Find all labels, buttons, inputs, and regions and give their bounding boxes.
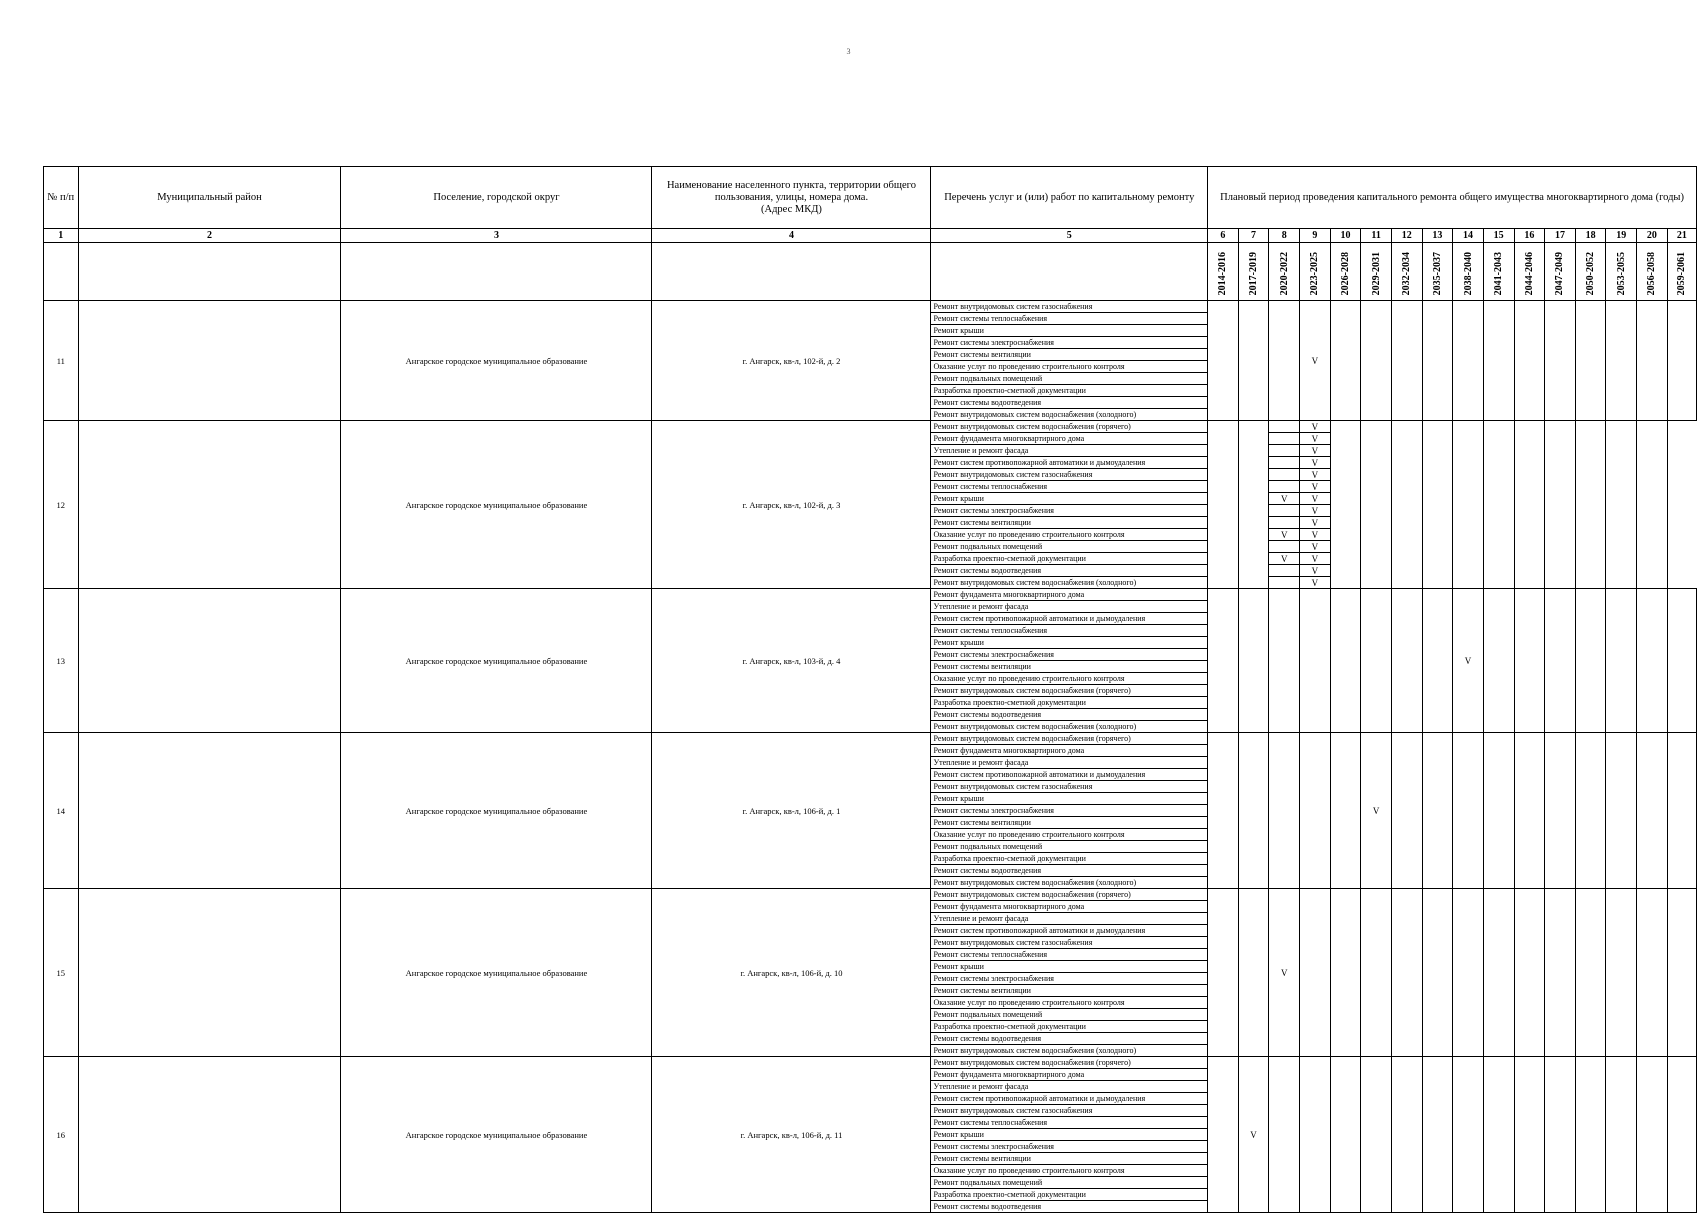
period-mark: V <box>1300 445 1331 457</box>
period-label: 2023-2025 <box>1309 251 1321 295</box>
work-item: Ремонт системы водоотведения <box>931 565 1208 577</box>
period-label: 2050-2052 <box>1585 251 1597 295</box>
work-item: Ремонт внутридомовых систем водоснабжения (холодного) <box>931 409 1208 421</box>
work-item: Ремонт системы водоотведения <box>931 865 1208 877</box>
work-item: Ремонт системы водоотведения <box>931 1033 1208 1045</box>
work-item: Ремонт крыши <box>931 493 1208 505</box>
work-item: Ремонт внутридомовых систем водоснабжения (холодного) <box>931 877 1208 889</box>
work-row <box>44 733 1697 745</box>
work-item: Ремонт системы электроснабжения <box>931 1141 1208 1153</box>
work-item: Ремонт внутридомовых систем газоснабжения <box>931 781 1208 793</box>
period-mark <box>1269 469 1300 481</box>
periods-row <box>44 243 1697 301</box>
work-item: Оказание услуг по проведению строительного контроля <box>931 529 1208 541</box>
period-mark <box>1269 565 1300 577</box>
period-mark: V <box>1300 457 1331 469</box>
work-item: Ремонт систем противопожарной автоматики и дымоудаления <box>931 769 1208 781</box>
period-label: 2032-2034 <box>1401 251 1413 295</box>
column-number: 6 <box>1208 229 1239 243</box>
work-item: Ремонт фундамента многоквартирного дома <box>931 745 1208 757</box>
work-item: Ремонт системы вентиляции <box>931 517 1208 529</box>
work-item: Ремонт подвальных помещений <box>931 1009 1208 1021</box>
period-mark: V <box>1238 1057 1269 1213</box>
column-number: 10 <box>1330 229 1361 243</box>
work-row <box>44 1057 1697 1069</box>
header-settlement: Поселение, городской округ <box>341 167 652 229</box>
district-cell <box>78 421 341 589</box>
work-item: Утепление и ремонт фасада <box>931 445 1208 457</box>
work-item: Ремонт системы водоотведения <box>931 1201 1208 1213</box>
work-item: Утепление и ремонт фасада <box>931 913 1208 925</box>
work-item: Ремонт системы водоотведения <box>931 709 1208 721</box>
work-item: Ремонт внутридомовых систем водоснабжения (горячего) <box>931 1057 1208 1069</box>
period-mark: V <box>1300 541 1331 553</box>
work-item: Разработка проектно-сметной документации <box>931 1189 1208 1201</box>
period-mark: V <box>1300 469 1331 481</box>
work-item: Ремонт внутридомовых систем водоснабжения (холодного) <box>931 1045 1208 1057</box>
work-item: Ремонт внутридомовых систем водоснабжения (горячего) <box>931 685 1208 697</box>
work-item: Ремонт систем противопожарной автоматики и дымоудаления <box>931 1093 1208 1105</box>
period-mark: V <box>1300 505 1331 517</box>
work-row <box>44 301 1697 313</box>
address-cell: г. Ангарск, кв-л, 103-й, д. 4 <box>652 589 931 733</box>
period-mark <box>1269 517 1300 529</box>
work-item: Ремонт фундамента многоквартирного дома <box>931 1069 1208 1081</box>
period-mark <box>1269 445 1300 457</box>
work-item: Ремонт внутридомовых систем газоснабжения <box>931 1105 1208 1117</box>
work-item: Ремонт внутридомовых систем водоснабжения (холодного) <box>931 721 1208 733</box>
work-item: Оказание услуг по проведению строительного контроля <box>931 829 1208 841</box>
header-period: Плановый период проведения капитального ремонта общего имущества многоквартирного дома (годы) <box>1208 167 1697 229</box>
work-item: Ремонт системы теплоснабжения <box>931 313 1208 325</box>
settlement-cell: Ангарское городское муниципальное образование <box>341 733 652 889</box>
work-item: Ремонт подвальных помещений <box>931 541 1208 553</box>
period-label: 2044-2046 <box>1523 251 1535 295</box>
period-mark: V <box>1300 433 1331 445</box>
work-item: Ремонт системы электроснабжения <box>931 505 1208 517</box>
work-item: Оказание услуг по проведению строительного контроля <box>931 673 1208 685</box>
header-district: Муниципальный район <box>78 167 341 229</box>
period-mark: V <box>1300 565 1331 577</box>
period-label: 2059-2061 <box>1676 251 1688 295</box>
work-item: Ремонт фундамента многоквартирного дома <box>931 589 1208 601</box>
period-mark: V <box>1361 733 1392 889</box>
work-item: Ремонт внутридомовых систем водоснабжения (холодного) <box>931 577 1208 589</box>
column-number: 18 <box>1575 229 1606 243</box>
header-address: Наименование населенного пункта, территории общего пользования, улицы, номера дома. (Адрес МКД) <box>652 167 931 229</box>
page-number: 3 <box>846 47 851 56</box>
row-number: 14 <box>44 733 79 889</box>
settlement-cell: Ангарское городское муниципальное образование <box>341 589 652 733</box>
period-mark <box>1269 433 1300 445</box>
address-cell: г. Ангарск, кв-л, 102-й, д. 2 <box>652 301 931 421</box>
work-item: Разработка проектно-сметной документации <box>931 853 1208 865</box>
period-mark <box>1269 541 1300 553</box>
work-row <box>44 421 1697 433</box>
column-number: 5 <box>931 229 1208 243</box>
column-number: 1 <box>44 229 79 243</box>
work-item: Ремонт крыши <box>931 961 1208 973</box>
period-label: 2056-2058 <box>1646 251 1658 295</box>
work-item: Ремонт системы вентиляции <box>931 349 1208 361</box>
period-label: 2038-2040 <box>1462 251 1474 295</box>
work-item: Ремонт подвальных помещений <box>931 1177 1208 1189</box>
settlement-cell: Ангарское городское муниципальное образование <box>341 301 652 421</box>
period-mark: V <box>1300 421 1331 433</box>
work-item: Ремонт системы электроснабжения <box>931 337 1208 349</box>
work-item: Утепление и ремонт фасада <box>931 601 1208 613</box>
work-item: Ремонт внутридомовых систем газоснабжения <box>931 469 1208 481</box>
period-label: 2017-2019 <box>1248 251 1260 295</box>
work-item: Разработка проектно-сметной документации <box>931 1021 1208 1033</box>
column-number: 17 <box>1545 229 1576 243</box>
work-item: Ремонт системы теплоснабжения <box>931 481 1208 493</box>
district-cell <box>78 889 341 1057</box>
work-item: Ремонт системы вентиляции <box>931 985 1208 997</box>
column-number: 11 <box>1361 229 1392 243</box>
period-mark <box>1269 505 1300 517</box>
work-item: Ремонт системы вентиляции <box>931 661 1208 673</box>
period-mark: V <box>1300 493 1331 505</box>
period-label: 2014-2016 <box>1217 251 1229 295</box>
work-item: Ремонт системы теплоснабжения <box>931 949 1208 961</box>
work-item: Ремонт крыши <box>931 325 1208 337</box>
work-item: Ремонт внутридомовых систем газоснабжения <box>931 937 1208 949</box>
period-label: 2053-2055 <box>1615 251 1627 295</box>
column-number: 12 <box>1391 229 1422 243</box>
work-item: Ремонт внутридомовых систем газоснабжения <box>931 301 1208 313</box>
column-number: 16 <box>1514 229 1545 243</box>
header-row <box>44 167 1697 229</box>
column-numbers-row <box>44 229 1697 243</box>
column-number: 7 <box>1238 229 1269 243</box>
period-mark: V <box>1269 889 1300 1057</box>
work-item: Ремонт систем противопожарной автоматики и дымоудаления <box>931 925 1208 937</box>
column-number: 9 <box>1300 229 1331 243</box>
period-label: 2029-2031 <box>1370 251 1382 295</box>
address-cell: г. Ангарск, кв-л, 106-й, д. 10 <box>652 889 931 1057</box>
work-row <box>44 589 1697 601</box>
column-number: 8 <box>1269 229 1300 243</box>
period-mark: V <box>1300 529 1331 541</box>
work-item: Оказание услуг по проведению строительного контроля <box>931 1165 1208 1177</box>
period-mark <box>1269 457 1300 469</box>
work-row <box>44 889 1697 901</box>
settlement-cell: Ангарское городское муниципальное образование <box>341 1057 652 1213</box>
district-cell <box>78 301 341 421</box>
period-mark: V <box>1300 517 1331 529</box>
header-works: Перечень услуг и (или) работ по капитальному ремонту <box>931 167 1208 229</box>
row-number: 16 <box>44 1057 79 1213</box>
work-item: Ремонт системы теплоснабжения <box>931 625 1208 637</box>
header-num: № п/п <box>44 167 79 229</box>
work-item: Ремонт системы электроснабжения <box>931 649 1208 661</box>
work-item: Ремонт подвальных помещений <box>931 841 1208 853</box>
work-item: Утепление и ремонт фасада <box>931 757 1208 769</box>
work-item: Ремонт фундамента многоквартирного дома <box>931 433 1208 445</box>
work-item: Ремонт крыши <box>931 1129 1208 1141</box>
work-item: Ремонт системы вентиляции <box>931 1153 1208 1165</box>
period-mark <box>1269 421 1300 433</box>
settlement-cell: Ангарское городское муниципальное образование <box>341 421 652 589</box>
column-number: 3 <box>341 229 652 243</box>
work-item: Ремонт системы вентиляции <box>931 817 1208 829</box>
address-cell: г. Ангарск, кв-л, 106-й, д. 1 <box>652 733 931 889</box>
period-mark: V <box>1300 553 1331 565</box>
period-mark: V <box>1453 589 1484 733</box>
district-cell <box>78 1057 341 1213</box>
period-label: 2020-2022 <box>1278 251 1290 295</box>
work-item: Ремонт внутридомовых систем водоснабжения (горячего) <box>931 733 1208 745</box>
column-number: 15 <box>1483 229 1514 243</box>
column-number: 20 <box>1637 229 1668 243</box>
column-number: 2 <box>78 229 341 243</box>
work-item: Разработка проектно-сметной документации <box>931 553 1208 565</box>
work-item: Оказание услуг по проведению строительного контроля <box>931 997 1208 1009</box>
work-item: Ремонт фундамента многоквартирного дома <box>931 901 1208 913</box>
period-mark: V <box>1269 553 1300 565</box>
period-mark: V <box>1300 577 1331 589</box>
period-label: 2026-2028 <box>1339 251 1351 295</box>
row-number: 15 <box>44 889 79 1057</box>
period-mark: V <box>1300 481 1331 493</box>
work-item: Ремонт системы водоотведения <box>931 397 1208 409</box>
period-mark: V <box>1269 493 1300 505</box>
work-item: Ремонт системы электроснабжения <box>931 805 1208 817</box>
row-number: 11 <box>44 301 79 421</box>
column-number: 13 <box>1422 229 1453 243</box>
period-label: 2047-2049 <box>1554 251 1566 295</box>
work-item: Разработка проектно-сметной документации <box>931 697 1208 709</box>
column-number: 4 <box>652 229 931 243</box>
work-item: Ремонт систем противопожарной автоматики и дымоудаления <box>931 613 1208 625</box>
work-item: Оказание услуг по проведению строительного контроля <box>931 361 1208 373</box>
period-label: 2041-2043 <box>1493 251 1505 295</box>
work-item: Разработка проектно-сметной документации <box>931 385 1208 397</box>
row-number: 12 <box>44 421 79 589</box>
column-number: 19 <box>1606 229 1637 243</box>
district-cell <box>78 589 341 733</box>
district-cell <box>78 733 341 889</box>
work-item: Ремонт системы теплоснабжения <box>931 1117 1208 1129</box>
settlement-cell: Ангарское городское муниципальное образование <box>341 889 652 1057</box>
work-item: Ремонт крыши <box>931 793 1208 805</box>
period-mark: V <box>1269 529 1300 541</box>
work-item: Ремонт внутридомовых систем водоснабжения (горячего) <box>931 421 1208 433</box>
work-item: Ремонт системы электроснабжения <box>931 973 1208 985</box>
work-item: Ремонт внутридомовых систем водоснабжения (горячего) <box>931 889 1208 901</box>
address-cell: г. Ангарск, кв-л, 106-й, д. 11 <box>652 1057 931 1213</box>
row-number: 13 <box>44 589 79 733</box>
period-mark: V <box>1300 301 1331 421</box>
period-label: 2035-2037 <box>1431 251 1443 295</box>
address-cell: г. Ангарск, кв-л, 102-й, д. 3 <box>652 421 931 589</box>
capital-repair-table <box>43 166 1697 1213</box>
period-mark <box>1269 577 1300 589</box>
work-item: Ремонт систем противопожарной автоматики и дымоудаления <box>931 457 1208 469</box>
period-mark <box>1269 481 1300 493</box>
column-number: 14 <box>1453 229 1484 243</box>
column-number: 21 <box>1667 229 1696 243</box>
work-item: Ремонт крыши <box>931 637 1208 649</box>
work-item: Утепление и ремонт фасада <box>931 1081 1208 1093</box>
work-item: Ремонт подвальных помещений <box>931 373 1208 385</box>
